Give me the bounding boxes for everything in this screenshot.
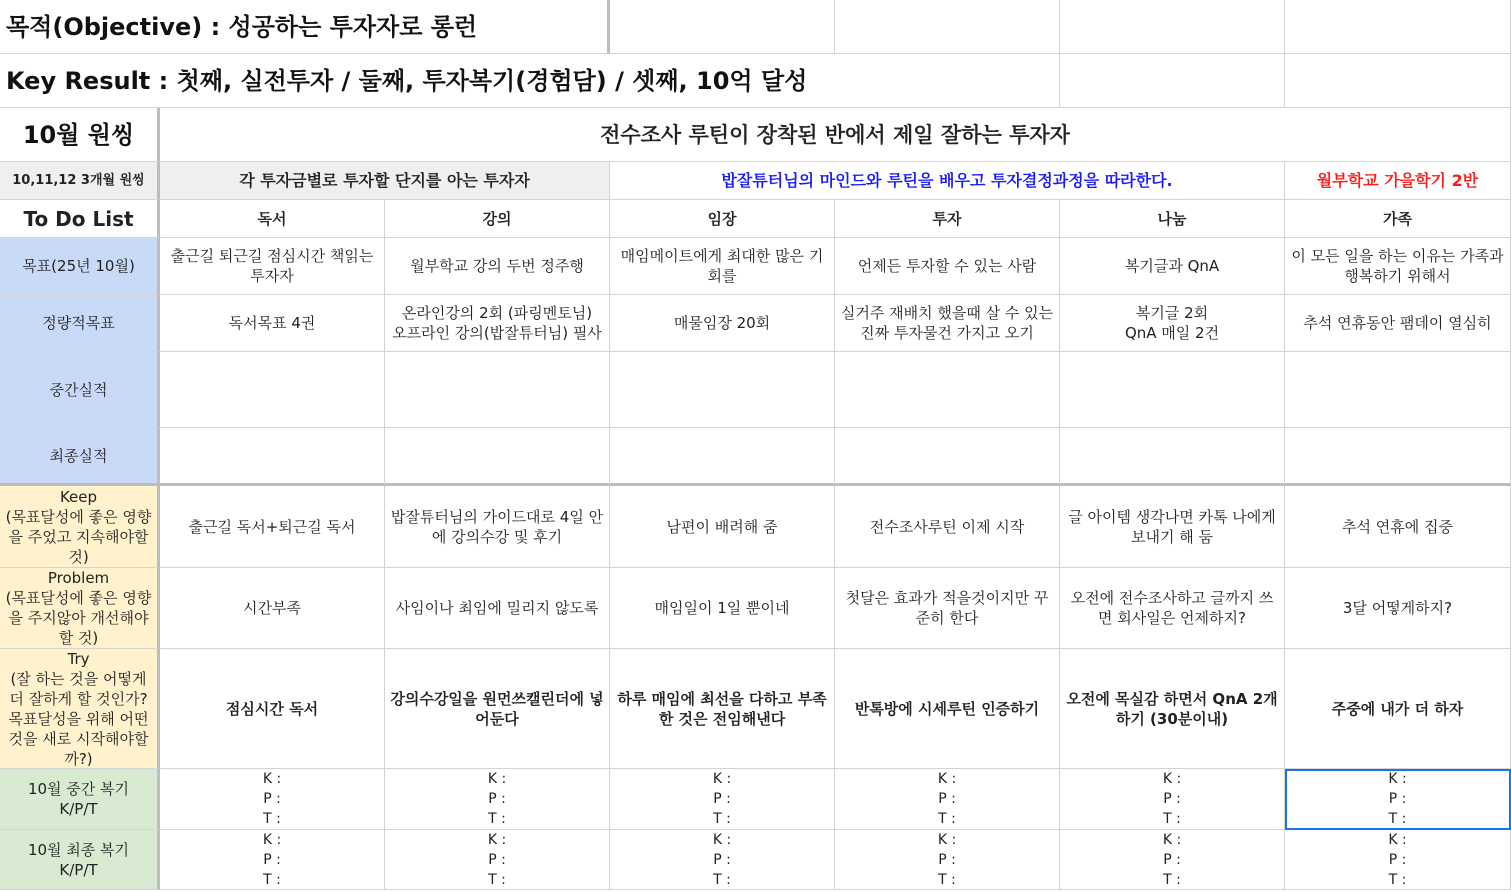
problem-cell[interactable]: 매임일이 1일 뿐이네 xyxy=(610,568,835,649)
problem-cell[interactable]: 시간부족 xyxy=(160,568,385,649)
try-prefix: T : xyxy=(1163,811,1181,827)
final-result-cell[interactable] xyxy=(385,428,610,486)
row-label-quantitative-goal[interactable]: 정량적목표 xyxy=(0,295,160,352)
goal-cell[interactable]: 매임메이트에게 최대한 많은 기회를 xyxy=(610,238,835,295)
keep-prefix: K : xyxy=(1388,831,1407,848)
keep-cell[interactable]: 남편이 배려해 줌 xyxy=(610,486,835,568)
mid-review-cell[interactable] xyxy=(160,769,385,830)
column-header-investment[interactable]: 투자 xyxy=(835,200,1060,238)
final-review-cell[interactable] xyxy=(1285,830,1511,890)
column-header-sharing[interactable]: 나눔 xyxy=(1060,200,1285,238)
keep-prefix: K : xyxy=(487,771,507,787)
empty-cell[interactable] xyxy=(1060,0,1285,54)
row-label-try[interactable]: Try (잘 하는 것을 어떻게 더 잘하게 할 것인가? 목표달성을 위해 어떤 것을 새로 시작해야할까?) xyxy=(0,649,160,769)
goal-cell[interactable]: 복기글과 QnA xyxy=(1060,238,1285,295)
midterm-result-cell[interactable] xyxy=(385,352,610,428)
quarter-mindset-cell[interactable]: 밥잘튜터님의 마인드와 루틴을 배우고 투자결정과정을 따라한다. xyxy=(610,162,1285,200)
problem-prefix: P : xyxy=(263,851,281,868)
quantitative-goal-cell[interactable]: 독서목표 4권 xyxy=(160,295,385,352)
try-prefix: T : xyxy=(488,871,506,888)
keep-cell[interactable]: 글 아이템 생각나면 카톡 나에게 보내기 해 둠 xyxy=(1060,486,1285,568)
empty-cell[interactable] xyxy=(1285,54,1511,108)
row-label-final-result[interactable]: 최종실적 xyxy=(0,428,160,486)
problem-prefix: P : xyxy=(1163,791,1181,807)
try-prefix: T : xyxy=(713,871,731,888)
row-label-mid-review[interactable]: 10월 중간 복기 K/P/T xyxy=(0,769,160,830)
keep-prefix: K : xyxy=(712,771,732,787)
keep-prefix: K : xyxy=(487,831,507,848)
keep-cell[interactable]: 전수조사루틴 이제 시작 xyxy=(835,486,1060,568)
row-label-midterm-result[interactable]: 중간실적 xyxy=(0,352,160,428)
problem-cell[interactable]: 사임이나 최임에 밀리지 않도록 xyxy=(385,568,610,649)
empty-cell[interactable] xyxy=(1060,54,1285,108)
month-label-cell[interactable]: 10월 원씽 xyxy=(0,108,160,162)
try-prefix: T : xyxy=(938,871,956,888)
column-header-reading[interactable]: 독서 xyxy=(160,200,385,238)
keep-cell[interactable]: 출근길 독서+퇴근길 독서 xyxy=(160,486,385,568)
final-result-cell[interactable] xyxy=(610,428,835,486)
column-header-family[interactable]: 가족 xyxy=(1285,200,1511,238)
midterm-result-cell[interactable] xyxy=(1060,352,1285,428)
problem-prefix: P : xyxy=(488,851,506,868)
goal-cell[interactable]: 월부학교 강의 두번 정주행 xyxy=(385,238,610,295)
final-result-cell[interactable] xyxy=(160,428,385,486)
final-result-cell[interactable] xyxy=(1060,428,1285,486)
keep-prefix: K : xyxy=(937,831,957,848)
try-prefix: T : xyxy=(713,811,731,827)
try-prefix: T : xyxy=(488,811,506,827)
try-prefix: T : xyxy=(1388,871,1407,888)
try-cell[interactable]: 점심시간 독서 xyxy=(160,649,385,769)
final-review-cell[interactable] xyxy=(610,830,835,890)
column-header-site-visit[interactable]: 임장 xyxy=(610,200,835,238)
row-label-problem[interactable]: Problem (목표달성에 좋은 영향을 주지않아 개선해야할 것) xyxy=(0,568,160,649)
quantitative-goal-cell[interactable]: 매물임장 20회 xyxy=(610,295,835,352)
keep-prefix: K : xyxy=(712,831,732,848)
problem-cell[interactable]: 오전에 전수조사하고 글까지 쓰면 회사일은 언제하지? xyxy=(1060,568,1285,649)
keep-prefix: K : xyxy=(1388,771,1407,787)
try-cell[interactable]: 주중에 내가 더 하자 xyxy=(1285,649,1511,769)
quantitative-goal-cell[interactable]: 온라인강의 2회 (파링멘토님) 오프라인 강의(밥잘튜터님) 필사 xyxy=(385,295,610,352)
row-label-keep[interactable]: Keep (목표달성에 좋은 영향을 주었고 지속해야할 것) xyxy=(0,486,160,568)
try-prefix: T : xyxy=(263,871,281,888)
final-review-cell[interactable] xyxy=(160,830,385,890)
final-review-cell[interactable] xyxy=(1060,830,1285,890)
mid-review-cell[interactable] xyxy=(610,769,835,830)
mid-review-cell-selected[interactable] xyxy=(1285,769,1511,830)
mid-review-cell[interactable] xyxy=(835,769,1060,830)
problem-prefix: P : xyxy=(713,791,731,807)
problem-prefix: P : xyxy=(488,791,506,807)
quarter-label-cell[interactable]: 10,11,12 3개월 원씽 xyxy=(0,162,160,200)
keep-cell[interactable]: 밥잘튜터님의 가이드대로 4일 안에 강의수강 및 후기 xyxy=(385,486,610,568)
problem-cell[interactable]: 3달 어떻게하지? xyxy=(1285,568,1511,649)
final-result-cell[interactable] xyxy=(1285,428,1511,486)
problem-prefix: P : xyxy=(938,791,956,807)
empty-cell[interactable] xyxy=(610,0,835,54)
mid-review-cell[interactable] xyxy=(385,769,610,830)
empty-cell[interactable] xyxy=(1285,0,1511,54)
todo-list-header[interactable]: To Do List xyxy=(0,200,160,238)
quantitative-goal-cell[interactable]: 추석 연휴동안 팸데이 열심히 xyxy=(1285,295,1511,352)
column-header-lecture[interactable]: 강의 xyxy=(385,200,610,238)
try-prefix: T : xyxy=(938,811,956,827)
keep-prefix: K : xyxy=(937,771,957,787)
final-review-cell[interactable] xyxy=(385,830,610,890)
problem-prefix: P : xyxy=(1163,851,1181,868)
problem-cell[interactable]: 첫달은 효과가 적을것이지만 꾸준히 한다 xyxy=(835,568,1060,649)
midterm-result-cell[interactable] xyxy=(1285,352,1511,428)
try-cell[interactable]: 하루 매임에 최선을 다하고 부족한 것은 전임해낸다 xyxy=(610,649,835,769)
try-prefix: T : xyxy=(263,811,281,827)
midterm-result-cell[interactable] xyxy=(610,352,835,428)
keep-prefix: K : xyxy=(262,831,282,848)
quantitative-goal-cell[interactable]: 실거주 재배치 했을때 살 수 있는 진짜 투자물건 가지고 오기 xyxy=(835,295,1060,352)
goal-cell[interactable]: 출근길 퇴근길 점심시간 책읽는 투자자 xyxy=(160,238,385,295)
keep-prefix: K : xyxy=(1162,831,1182,848)
quarter-school-cell[interactable]: 월부학교 가을학기 2반 xyxy=(1285,162,1511,200)
month-one-thing-cell[interactable]: 전수조사 루틴이 장착된 반에서 제일 잘하는 투자자 xyxy=(160,108,1511,162)
problem-prefix: P : xyxy=(263,791,281,807)
keep-prefix: K : xyxy=(262,771,282,787)
quantitative-goal-cell[interactable]: 복기글 2회 QnA 매일 2건 xyxy=(1060,295,1285,352)
final-review-cell[interactable] xyxy=(835,830,1060,890)
objective-cell[interactable]: 목적(Objective) : 성공하는 투자자로 롱런 xyxy=(0,0,610,54)
problem-prefix: P : xyxy=(938,851,956,868)
problem-prefix: P : xyxy=(713,851,731,868)
empty-cell[interactable] xyxy=(835,0,1060,54)
problem-prefix: P : xyxy=(1388,791,1407,807)
try-cell[interactable]: 반톡방에 시세루틴 인증하기 xyxy=(835,649,1060,769)
midterm-result-cell[interactable] xyxy=(160,352,385,428)
try-prefix: T : xyxy=(1163,871,1181,888)
row-label-goal[interactable]: 목표(25년 10월) xyxy=(0,238,160,295)
try-cell[interactable]: 오전에 목실감 하면서 QnA 2개 하기 (30분이내) xyxy=(1060,649,1285,769)
keep-prefix: K : xyxy=(1162,771,1182,787)
problem-prefix: P : xyxy=(1388,851,1407,868)
midterm-result-cell[interactable] xyxy=(835,352,1060,428)
quarter-goal-cell[interactable]: 각 투자금별로 투자할 단지를 아는 투자자 xyxy=(160,162,610,200)
goal-cell[interactable]: 언제든 투자할 수 있는 사람 xyxy=(835,238,1060,295)
final-result-cell[interactable] xyxy=(835,428,1060,486)
try-prefix: T : xyxy=(1388,811,1407,827)
goal-cell[interactable]: 이 모든 일을 하는 이유는 가족과 행복하기 위해서 xyxy=(1285,238,1511,295)
mid-review-cell[interactable] xyxy=(1060,769,1285,830)
row-label-final-review[interactable]: 10월 최종 복기 K/P/T xyxy=(0,830,160,890)
keep-cell[interactable]: 추석 연휴에 집중 xyxy=(1285,486,1511,568)
key-result-cell[interactable]: Key Result : 첫째, 실전투자 / 둘째, 투자복기(경험담) / 셋째, 10억 달성 xyxy=(0,54,1060,108)
try-cell[interactable]: 강의수강일을 원먼쓰캘린더에 넣어둔다 xyxy=(385,649,610,769)
